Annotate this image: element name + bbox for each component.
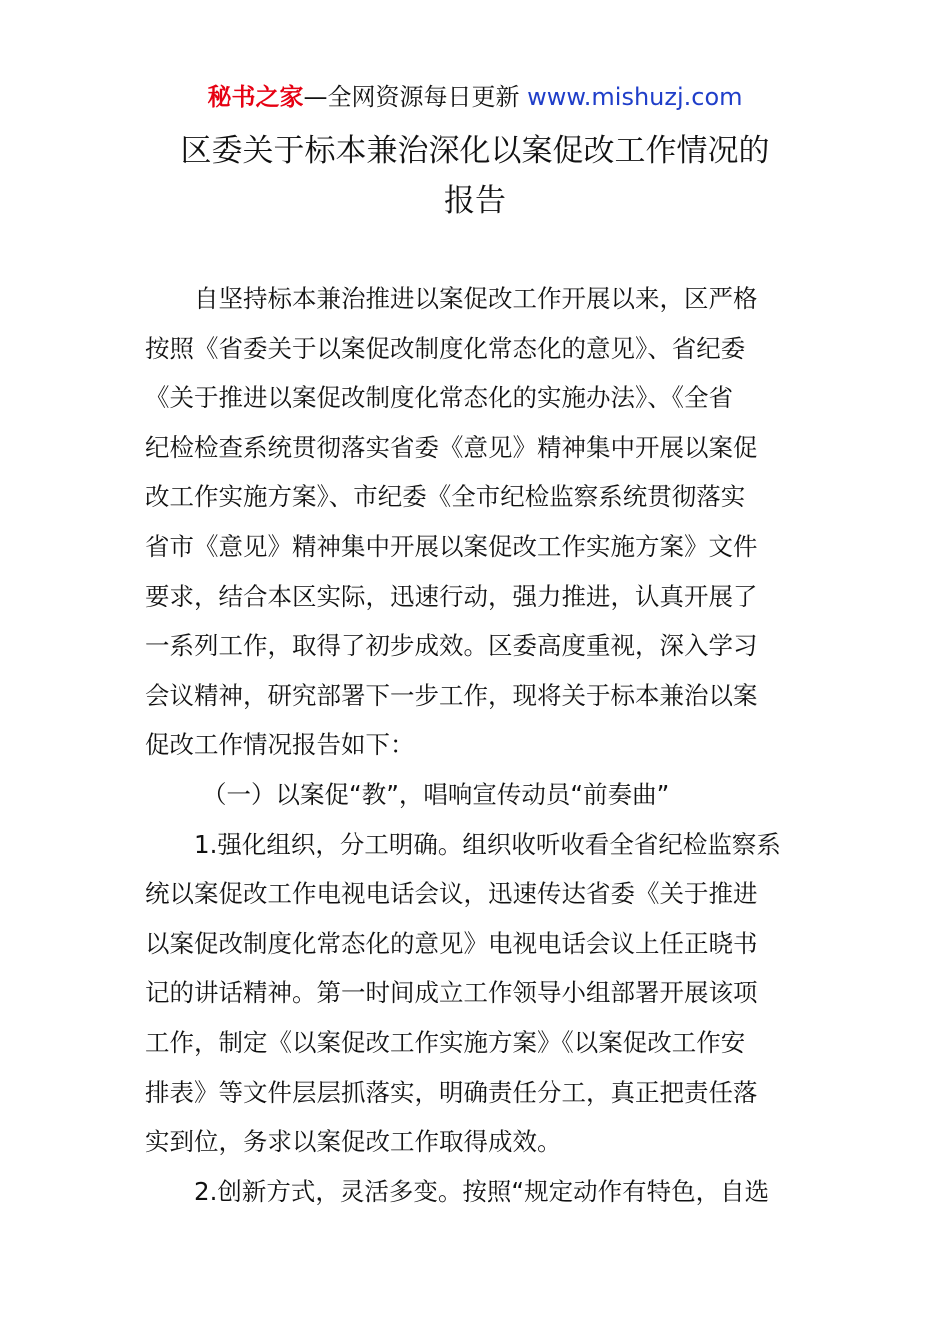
- header-tagline: —全网资源每日更新: [303, 83, 520, 111]
- body-line: 会议精神，研究部署下一步工作，现将关于标本兼治以案: [145, 680, 758, 710]
- section-heading: （一）以案促“教”，唱响宣传动员“前奏曲”: [202, 779, 670, 809]
- body-line: 按照《省委关于以案促改制度化常态化的意见》、省纪委: [145, 333, 746, 363]
- body-line: 工作，制定《以案促改工作实施方案》《以案促改工作安: [145, 1027, 746, 1057]
- body-line: 1.强化组织，分工明确。组织收听收看全省纪检监察系: [194, 829, 781, 859]
- body-line: 改工作实施方案》、市纪委《全市纪检监察系统贯彻落实: [145, 482, 746, 512]
- brand-name: 秘书之家: [207, 83, 304, 111]
- site-header: [0, 80, 950, 114]
- title-line-2: 报告: [444, 183, 506, 219]
- body-line: 省市《意见》精神集中开展以案促改工作实施方案》文件: [145, 531, 758, 561]
- body-line: 实到位，务求以案促改工作取得成效。: [145, 1127, 562, 1157]
- body-line: 纪检检查系统贯彻落实省委《意见》精神集中开展以案促: [145, 432, 758, 462]
- site-url-link[interactable]: www.mishuzj.com: [527, 83, 743, 111]
- body-line: 一系列工作，取得了初步成效。区委高度重视，深入学习: [145, 631, 758, 661]
- body-line: 促改工作情况报告如下：: [145, 730, 415, 760]
- body-line: 以案促改制度化常态化的意见》电视电话会议上任正晓书: [145, 928, 758, 958]
- body-line: 2.创新方式，灵活多变。按照“规定动作有特色，自选: [194, 1176, 770, 1206]
- body-line: 统以案促改工作电视电话会议，迅速传达省委《关于推进: [145, 879, 758, 909]
- body-line: 《关于推进以案促改制度化常态化的实施办法》、《全省: [145, 383, 733, 413]
- title-line-1: 区委关于标本兼治深化以案促改工作情况的: [180, 133, 770, 169]
- body-line: 自坚持标本兼治推进以案促改工作开展以来，区严格: [194, 284, 758, 313]
- document-title: [145, 126, 805, 226]
- body-line: 要求，结合本区实际，迅速行动，强力推进，认真开展了: [145, 581, 758, 611]
- document-body: [145, 274, 806, 1216]
- body-line: 排表》等文件层层抓落实，明确责任分工，真正把责任落: [145, 1077, 758, 1107]
- body-line: 记的讲话精神。第一时间成立工作领导小组部署开展该项: [145, 978, 758, 1008]
